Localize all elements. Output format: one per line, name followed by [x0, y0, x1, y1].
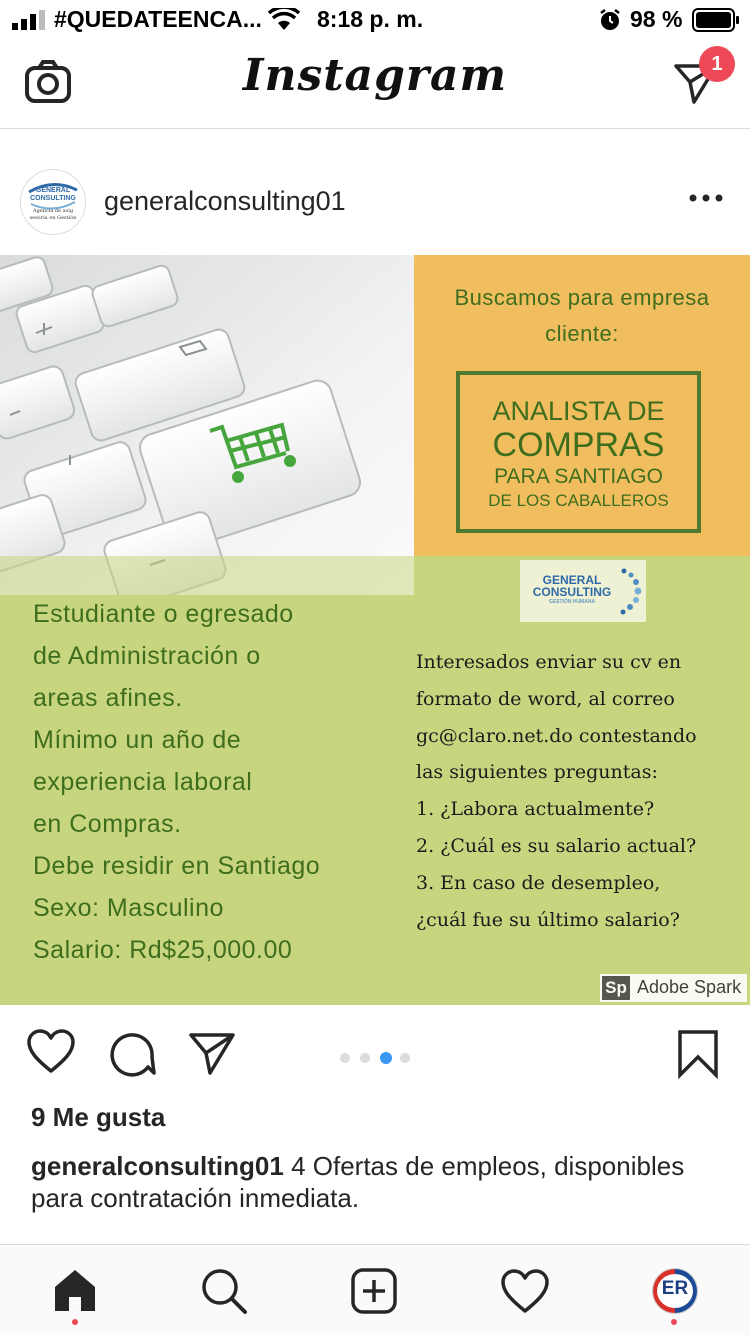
keyboard-photo [0, 255, 414, 595]
battery-icon [692, 8, 740, 32]
avatar-text-2: CONSULTING [30, 195, 76, 202]
instruction-line-2: formato de word, al correo [416, 687, 675, 710]
more-options-icon[interactable] [688, 193, 724, 203]
avatar-text-3: Agencia de asig [32, 208, 74, 214]
alarm-icon [598, 8, 622, 32]
headline-line-2: cliente: [545, 321, 619, 346]
heart-icon[interactable] [26, 1029, 76, 1075]
signal-icon [12, 10, 48, 30]
caption-text: 4 Ofertas de empleos, disponibles para contratación inmediata. [31, 1151, 685, 1213]
requirement-line-5: experiencia laboral [33, 768, 253, 796]
logo-line-1: GENERAL [542, 573, 602, 587]
post-image[interactable] [0, 255, 750, 1005]
spark-logo: Sp [602, 976, 630, 1000]
search-icon[interactable] [200, 1267, 248, 1315]
post-caption [31, 1150, 721, 1214]
carrier-label: #QUEDATEENCA... [54, 6, 262, 32]
instagram-logo: Instagram [242, 50, 508, 101]
wifi-icon [268, 8, 300, 32]
job-title-box [456, 371, 701, 533]
carousel-dot [380, 1052, 392, 1064]
status-bar [0, 0, 750, 40]
share-icon[interactable] [188, 1029, 236, 1077]
likes-count[interactable]: 9 Me gusta [31, 1102, 166, 1132]
instruction-line-7: 3. En caso de desempleo, [416, 871, 661, 894]
job-title-line-4: DE LOS CABALLEROS [488, 491, 669, 510]
app-header [0, 40, 750, 129]
instruction-line-6: 2. ¿Cuál es su salario actual? [416, 834, 697, 857]
tab-bar [0, 1244, 750, 1335]
logo-line-3: GESTIÓN HUMANA [548, 599, 596, 605]
carousel-dot [340, 1053, 350, 1063]
requirement-line-4: Mínimo un año de [33, 726, 242, 754]
requirement-line-9: Salario: Rd$25,000.00 [33, 936, 293, 964]
notification-badge: 1 [699, 46, 735, 82]
activity-icon[interactable] [500, 1269, 550, 1315]
battery-percent: 98 % [630, 6, 683, 32]
home-icon[interactable] [52, 1267, 98, 1313]
requirement-line-8: Sexo: Masculino [33, 894, 224, 922]
headline-line-1: Buscamos para empresa [454, 285, 710, 310]
requirement-line-6: en Compras. [33, 810, 182, 838]
job-title-line-2: COMPRAS [492, 426, 665, 464]
instruction-line-1: Interesados enviar su cv en [416, 651, 682, 673]
requirement-line-2: de Administración o [33, 642, 261, 670]
post-username[interactable]: generalconsulting01 [104, 186, 346, 216]
profile-initials: ER [661, 1278, 689, 1299]
clock: 8:18 p. m. [317, 6, 424, 32]
photo-overlay [0, 556, 414, 596]
bookmark-icon[interactable] [676, 1029, 720, 1079]
action-bar [0, 1005, 750, 1100]
requirement-line-1: Estudiante o egresado [33, 600, 294, 628]
post-header [0, 129, 750, 255]
requirement-line-3: areas afines. [33, 684, 183, 712]
company-logo [520, 560, 646, 622]
caption-username[interactable]: generalconsulting01 [31, 1151, 284, 1181]
instruction-line-5: 1. ¿Labora actualmente? [416, 798, 655, 821]
adobe-spark-badge [600, 974, 747, 1002]
add-post-icon[interactable] [350, 1267, 398, 1315]
home-notification-dot [72, 1319, 78, 1325]
instruction-line-4: las siguientes preguntas: [416, 761, 658, 784]
profile-avatar[interactable] [652, 1268, 698, 1314]
post-avatar[interactable] [20, 169, 86, 235]
job-title-line-1: ANALISTA DE [492, 396, 665, 426]
instruction-line-8: ¿cuál fue su último salario? [416, 908, 680, 931]
avatar-text-1: GENERAL [35, 187, 71, 194]
profile-notification-dot [671, 1319, 677, 1325]
spark-label: Adobe Spark [637, 977, 742, 997]
comment-icon[interactable] [108, 1029, 156, 1077]
logo-line-2: CONSULTING [532, 585, 612, 599]
avatar-text-4: sesoría en Gestión [29, 215, 77, 221]
carousel-dot [360, 1053, 370, 1063]
carousel-dot [400, 1053, 410, 1063]
requirement-line-7: Debe residir en Santiago [33, 852, 321, 880]
instruction-line-3: gc@claro.net.do contestando [416, 724, 697, 747]
job-title-line-3: PARA SANTIAGO [494, 465, 663, 488]
logo-dots-graphic [618, 566, 642, 618]
